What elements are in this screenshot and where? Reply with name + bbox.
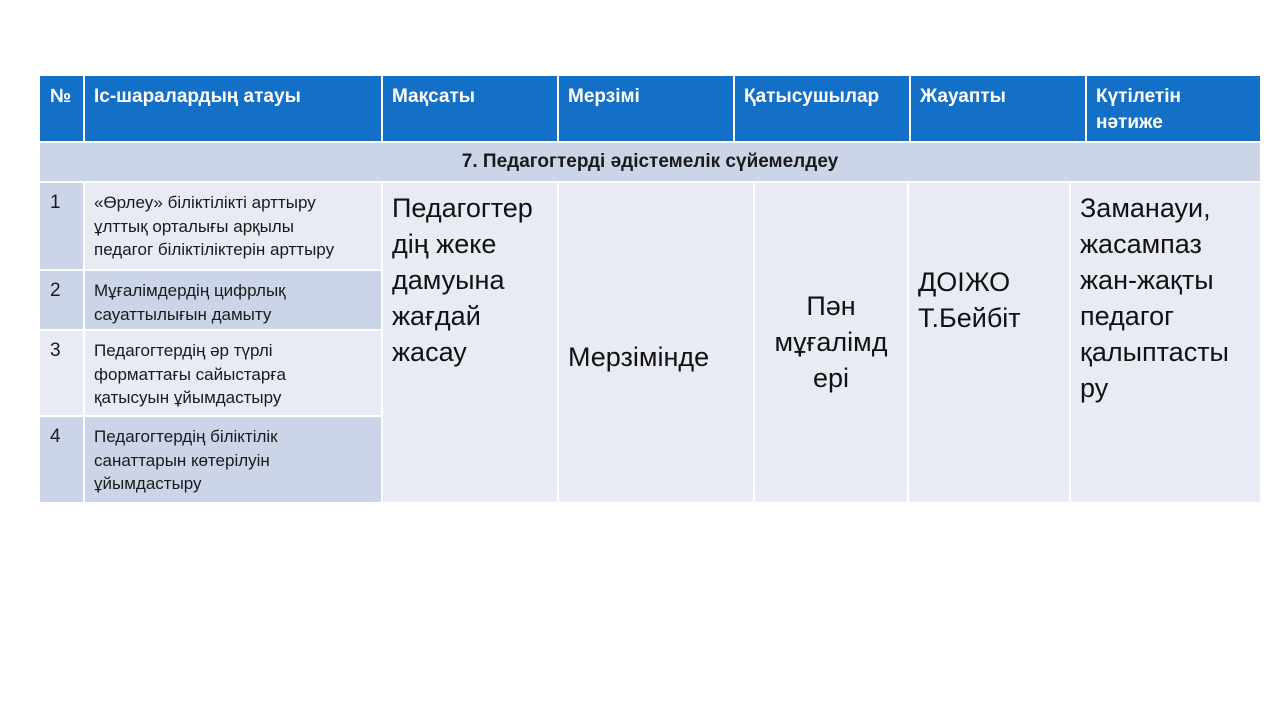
deadline-cell: [558, 182, 754, 502]
goal-line-5: жасау: [392, 337, 467, 367]
expected-line-4: педагог: [1080, 301, 1174, 331]
row-2-activity: [84, 270, 382, 335]
header-expected-result: [1086, 76, 1260, 142]
responsible-line-1: ДОІЖО: [918, 267, 1011, 297]
expected-line-3: жан-жақты: [1080, 265, 1214, 295]
row-1-activity-line-1: «Өрлеу» біліктілікті арттыру: [94, 193, 316, 212]
grid-line: [40, 269, 382, 271]
grid-line: [909, 76, 911, 142]
expected-line-2: жасампаз: [1080, 229, 1202, 259]
row-1-activity: [84, 182, 382, 271]
grid-line: [40, 329, 382, 331]
grid-line: [83, 182, 85, 502]
participants-cell: [754, 182, 908, 502]
row-2-activity-line-2: сауаттылығын дамыту: [94, 304, 272, 324]
grid-line: [83, 76, 85, 142]
participants-line-1: Пән: [806, 291, 856, 321]
header-expected-line-2: нәтиже: [1096, 112, 1163, 133]
row-4-activity-line-2: санаттарын көтерілуін: [94, 450, 270, 470]
header-activity: Іс-шаралардың атауы: [84, 76, 382, 142]
row-1-number: 1: [50, 192, 61, 213]
row-4-activity: [84, 416, 382, 505]
activity-plan-table: [40, 76, 1260, 502]
expected-line-6: ру: [1080, 373, 1109, 403]
grid-line: [557, 182, 559, 502]
grid-line: [557, 76, 559, 142]
goal-line-2: дің жеке: [392, 229, 497, 259]
expected-line-5: қалыптасты: [1080, 337, 1229, 367]
goal-cell: [382, 182, 558, 502]
goal-line-4: жағдай: [392, 301, 481, 331]
grid-line: [907, 182, 909, 502]
section-title: 7. Педагогтерді әдістемелік сүйемелдеу: [40, 142, 1260, 182]
row-3-activity-line-2: форматтағы сайыстарға: [94, 364, 286, 384]
grid-line: [381, 182, 383, 502]
header-expected-line-1: Күтілетін: [1096, 86, 1181, 107]
responsible-cell: [908, 182, 1070, 502]
participants-line-2: мұғалімд: [774, 327, 888, 357]
row-3-activity-line-3: қатысуын ұйымдастыру: [94, 388, 282, 407]
deadline-value: Мерзімінде: [568, 342, 710, 372]
header-participants: Қатысушылар: [734, 76, 910, 142]
expected-result-cell: [1070, 182, 1260, 502]
row-1-activity-line-3: педагог біліктіліктерін арттыру: [94, 240, 335, 259]
expected-line-1: Заманауи,: [1080, 193, 1211, 223]
row-3-activity-line-1: Педагогтердің әр түрлі: [94, 341, 273, 360]
header-goal: Мақсаты: [382, 76, 558, 142]
row-3-number: 3: [50, 340, 61, 361]
row-3-activity: [84, 330, 382, 419]
header-responsible: Жауапты: [910, 76, 1086, 142]
grid-line: [40, 415, 382, 417]
grid-line: [733, 76, 735, 142]
grid-line: [381, 76, 383, 142]
goal-line-3: дамуына: [392, 265, 505, 295]
row-4-activity-line-1: Педагогтердің біліктілік: [94, 427, 278, 446]
participants-line-3: ері: [812, 363, 850, 393]
header-deadline: Мерзімі: [558, 76, 734, 142]
grid-line: [40, 181, 1260, 183]
row-1-activity-line-2: ұлттық орталығы арқылы: [94, 216, 294, 236]
grid-line: [753, 182, 755, 502]
goal-line-1: Педагогтер: [392, 193, 533, 223]
row-2-activity-line-1: Мұғалімдердің цифрлық: [94, 281, 286, 300]
grid-line: [1069, 182, 1071, 502]
row-2-number: 2: [50, 280, 61, 301]
grid-line: [40, 141, 1260, 143]
row-4-activity-line-3: ұйымдастыру: [94, 474, 202, 493]
header-num: №: [40, 76, 84, 142]
row-4-number: 4: [50, 426, 61, 447]
responsible-line-2: Т.Бейбіт: [918, 303, 1021, 333]
grid-line: [1085, 76, 1087, 142]
